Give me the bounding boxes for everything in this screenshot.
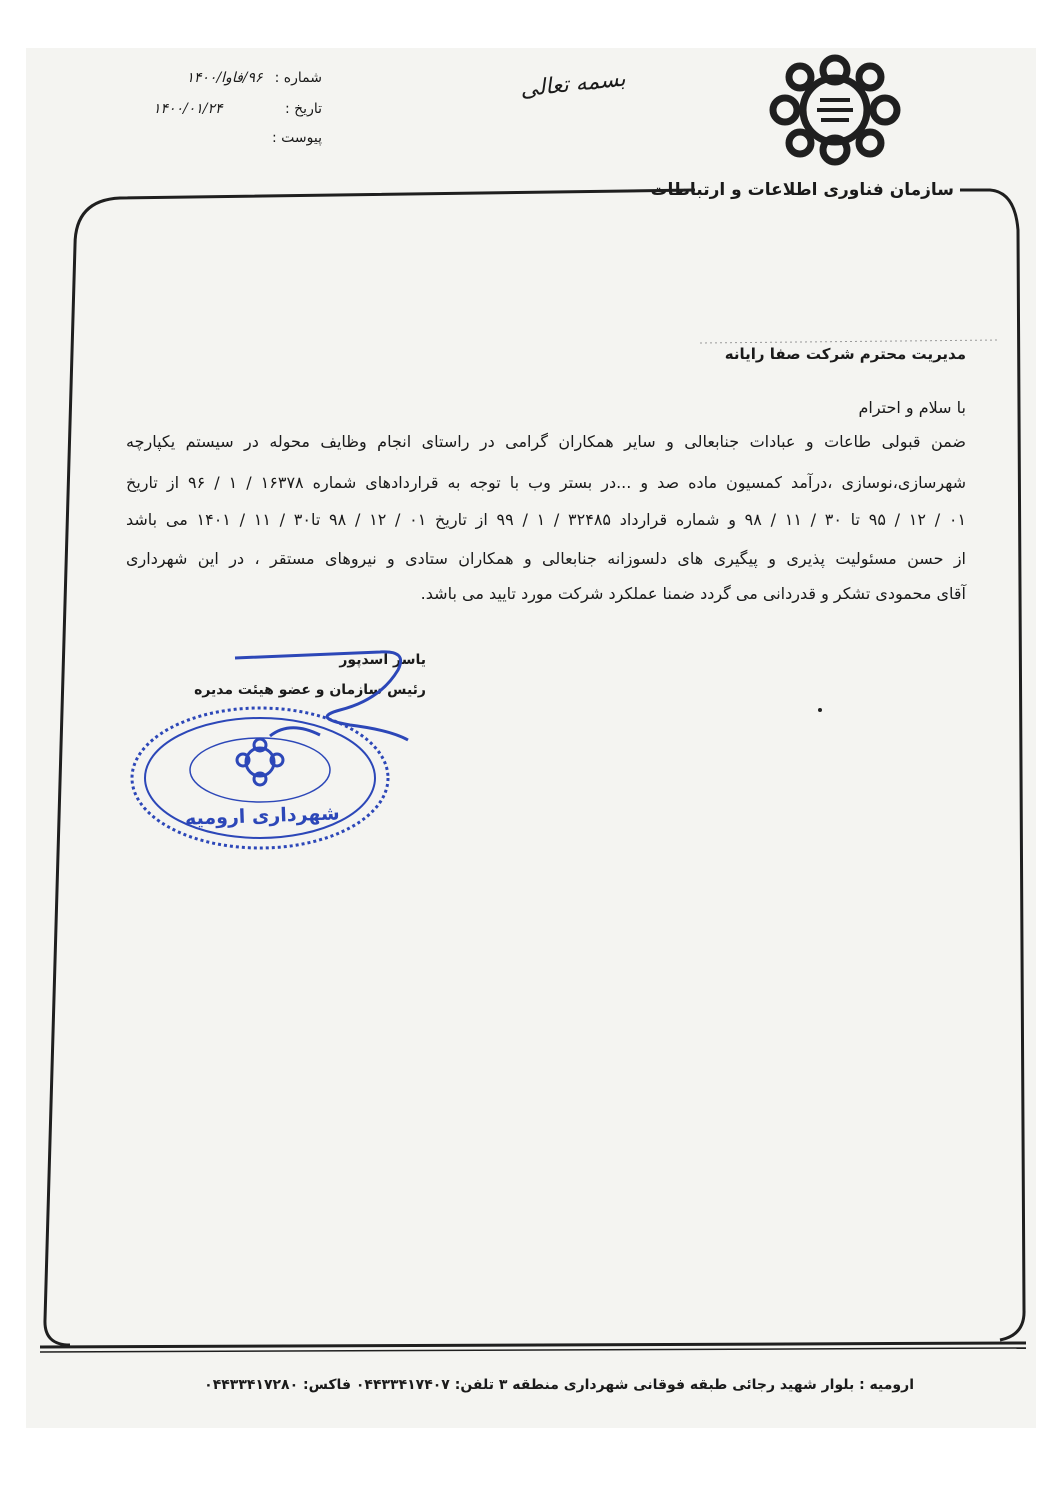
date-value: ۱۴۰۰/۰۱/۲۴	[152, 101, 223, 117]
recipient: مدیریت محترم شرکت صفا رایانه	[724, 345, 966, 363]
letter-date	[153, 101, 322, 117]
signer-name: یاسر اسدپور	[339, 652, 426, 668]
municipality-logo	[765, 50, 905, 170]
number-value: ۹۶/فاوا/۱۴۰۰	[186, 70, 263, 86]
organization-name: سازمان فناوری اطلاعات و ارتباطات	[650, 180, 954, 200]
body-line: ۰۱ / ۱۲ / ۹۵ تا ۳۰ / ۱۱ / ۹۸ و شماره قرارداد ۳۲۴۸۵ / ۱ / ۹۹ از تاریخ ۰۱ / ۱۲ / ۹۸ تا۳۰ / ۱۱ / ۱۴۰۱ می باشد	[126, 510, 967, 529]
stamp-text: شهرداری ارومیه	[184, 802, 340, 830]
body-line: از حسن مسئولیت پذیری و پیگیری های دلسوزانه جنابعالی و همکاران ستادی و نیروهای مستقر ، در این شهرداری	[126, 549, 966, 568]
letter-attachment	[267, 130, 322, 146]
body-line: آقای محمودی تشکر و قدردانی می گردد ضمنا عملکرد شرکت مورد تایید می باشد.	[420, 584, 966, 603]
greeting: با سلام و احترام	[858, 398, 966, 417]
number-label: شماره :	[274, 70, 322, 86]
body-line: شهرسازی،نوسازی ،درآمد کمسیون ماده صد و ...در بستر وب با توجه به قراردادهای شماره ۱۶۳۷۸ / ۱ / ۹۶ از تاریخ	[126, 473, 967, 492]
signer-title: رئیس سازمان و عضو هیئت مدیره	[194, 682, 426, 698]
attachment-label: پیوست :	[272, 130, 322, 146]
body-line: ضمن قبولی طاعات و عبادات جنابعالی و سایر همکاران گرامی در راستای انجام وظایف محوله در سیستم یکپارچه	[126, 432, 966, 451]
basmala: بسمه تعالی	[518, 66, 627, 103]
official-stamp	[125, 700, 395, 855]
letter-number	[186, 70, 322, 86]
ink-dot	[818, 708, 822, 712]
footer-address: ارومیه : بلوار شهید رجائی طبقه فوقانی شهرداری منطقه ۳ تلفن: ۰۴۴۳۳۴۱۷۴۰۷ فاکس: ۰۴۴۳۳۴۱۷۲۸۰	[204, 1377, 914, 1393]
date-label: تاریخ :	[284, 101, 322, 117]
